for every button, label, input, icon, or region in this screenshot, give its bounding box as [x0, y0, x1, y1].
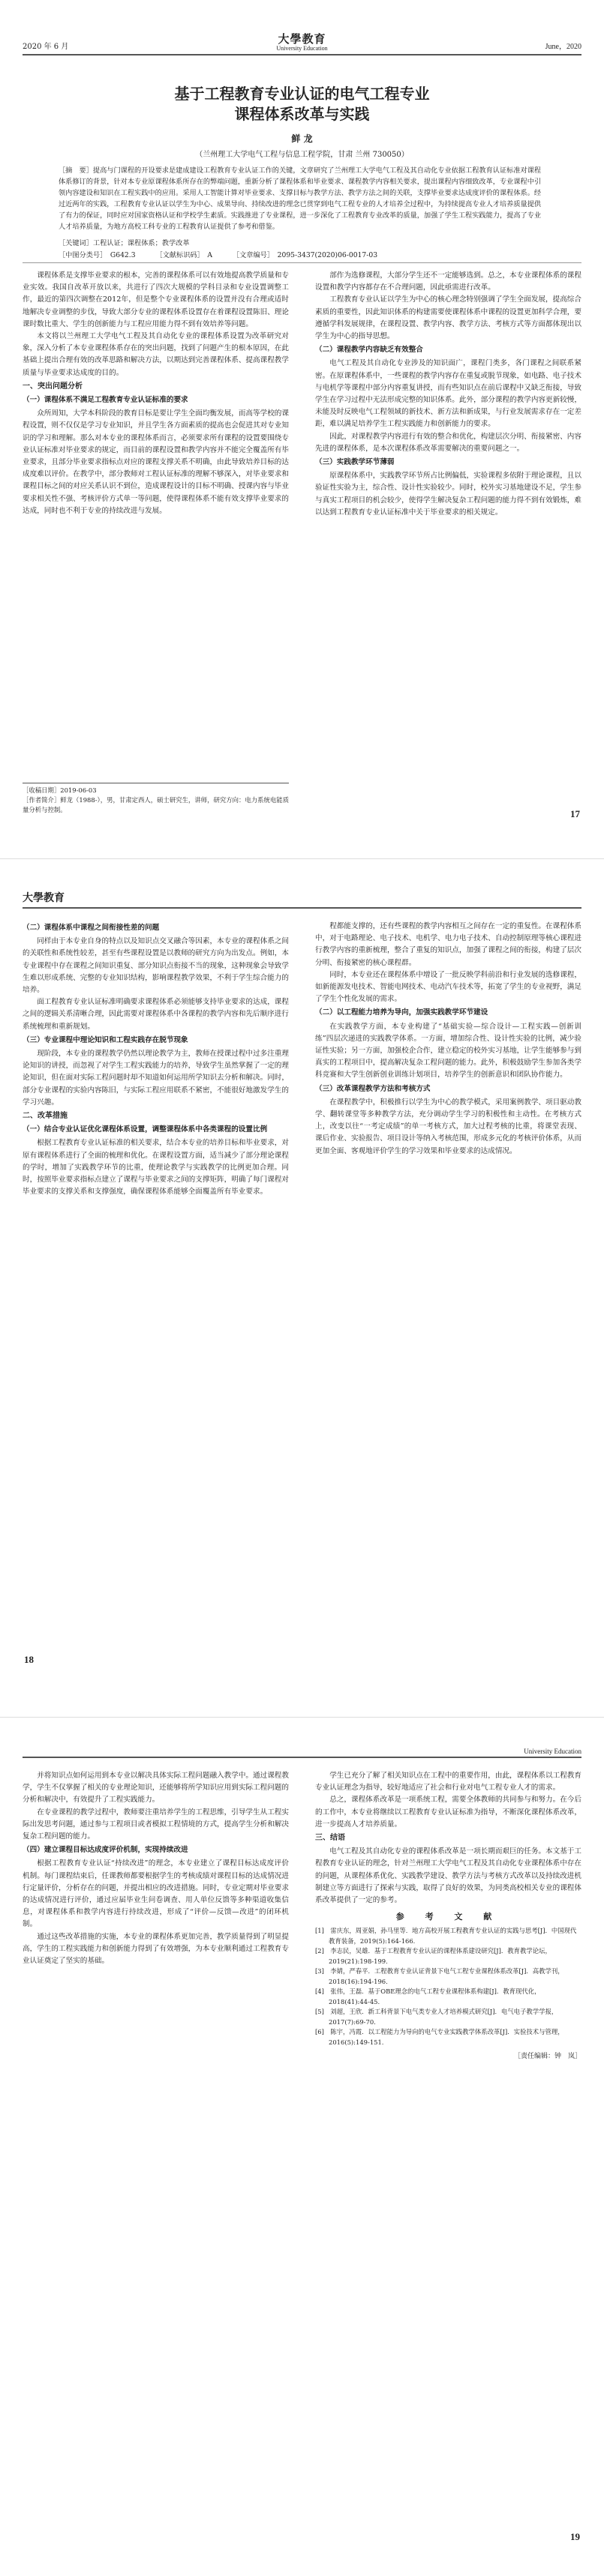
reference-item: [4] 张伟，王磊．基于OBE理念的电气工程专业课程体系构建[J]．教育现代化，2018(41):44-45.: [315, 1987, 541, 2005]
section-heading: （三）实践教学环节薄弱: [315, 458, 395, 467]
paragraph: 部作为选修课程，大部分学生还不一定能够选到。总之，本专业课程体系的课程设置和教学内容都存在不合理问题，因此亟需进行改革。: [315, 271, 581, 292]
body-column-right: [315, 270, 581, 519]
page-number: 19: [570, 2531, 580, 2542]
body-column-right: [315, 1770, 581, 2063]
page-17: [0, 0, 604, 858]
section-heading: （二）课程体系中课程之间衔接性差的问题: [23, 924, 160, 932]
body-column-left: [23, 270, 289, 517]
section-heading: 一、突出问题分析: [23, 382, 83, 391]
paragraph: 程都能支撑的，还有些课程的教学内容相互之间存在一定的重复性。在课程体系中，对于电路理论、电子技术、电机学、电力电子技术、自动控制原理等核心课程进行教学内容的重新梳理，整合了重复的知识点，加强了课程之间的衔接，构建了层次分明、衔接紧密的核心课程群。: [315, 922, 581, 967]
section-heading: （四）建立课程目标达成度评价机制，实现持续改进: [23, 1846, 188, 1855]
classification-meta: ［中图分类号］ G642.3 ［文献标识码］ A ［文章编号］ 2095-3437(2020)06-0017-03: [59, 251, 378, 259]
reference-item: [5] 刘超，王欣．新工科背景下电气类专业人才培养模式研究[J]．电气电子教学学报，2017(7):69-70.: [315, 2008, 558, 2026]
references-heading: 参 考 文 献: [395, 1912, 501, 1922]
body-column-left: [23, 1770, 289, 1967]
affiliation: （兰州理工大学电气工程与信息工程学院，甘肃 兰州 730050）: [195, 151, 409, 159]
paragraph: 并将知识点如何运用到本专业以解决具体实际工程问题融入教学中。通过课程教学，学生不仅掌握了相关的专业理论知识，还能够将所学知识应用到实际工程问题的分析和解决中，有效提升了工程实践能力。: [23, 1772, 289, 1805]
abstract: ［摘 要］提高与门课程的开设要求是建成建设工程教育专业认证工作的关键，文章研究了兰州理工大学电气工程及其自动化专业依据工程教育认证标准对课程体系修订的背景，针对本专业原课程体系所存在的弊端问题，重新分析了课程体系和毕业要求、课程教学内容相关要求，提出课程内容细致改革，专业课程中引领内容建设和知识在工程实践中的应用。采用人工智能计算对毕业要求、支撑目标与教学方法、教学方法之间的关联，支撑毕业要求达成度评价的课程体系。经过近两年的实践，工程教育专业认证以学生为中心、成果导向、持续改进的理念已贯穿到电气工程专业的人才培养全过程中，为持续提高专业人才培养质量提供了有力的保证，同时应对国家资格认证和学校学生素质。实践推进了专业课程，进一步深化了工程教育专业改革的质量，加强了学生工程实践能力，提高了专业人才培养质量，为地方高校工科专业的工程教育认证提供了参考和借鉴。: [59, 166, 542, 231]
running-header: [23, 889, 581, 909]
paragraph: 在实践教学方面，本专业构建了“基础实验—综合设计—工程实践—创新训练”四层次递进的实践教学体系。一方面，增加综合性、设计性实验的比例，减少验证性实验；另一方面，加强校企合作，建立稳定的校外实习基地，让学生能够参与到真实的工程项目中，提高解决复杂工程问题的能力。此外，积极鼓励学生参加各类学科竞赛和大学生创新创业训练计划项目，培养学生的创新意识和团队协作能力。: [315, 1022, 581, 1080]
running-header: [23, 34, 581, 55]
paragraph: 同样由于本专业自身的特点以及知识点交叉融合等因素，本专业的课程体系之间的关联性和系统性较差，甚至有些课程设置是以教师的研究方向为出发点。例如，本专业课程中存在课程之间知识重复、部分知识点衔接不当的现象，这种现象会导致学生难以形成系统、完整的专业知识结构，影响课程教学效果，不利于学生综合能力的培养。: [23, 937, 289, 995]
paragraph: 原课程体系中，实践教学环节所占比例偏低，实验课程多依附于理论课程，且以验证性实验为主，综合性、设计性实验较少。同时，校外实习基地建设不足，学生参与真实工程项目的机会较少，使得学生解决复杂工程问题的能力得不到有效锻炼，难以达到工程教育专业认证标准中关于毕业要求的相关规定。: [315, 472, 581, 517]
section-heading: （三）专业课程中理论知识和工程实践存在脱节现象: [23, 1035, 188, 1044]
reference-list: [315, 1926, 581, 2047]
section-heading: 二、改革措施: [23, 1112, 68, 1121]
body-column-left: [23, 921, 289, 1198]
reference-item: [3] 李婧，严春平．工程教育专业认证背景下电气工程专业课程体系改革[J]．高教学刊，2018(16):194-196.: [315, 1967, 564, 1985]
paragraph: 同时，本专业还在课程体系中增设了一批反映学科前沿和行业发展的选修课程，如新能源发电技术、智能电网技术、电动汽车技术等，拓宽了学生的专业视野，满足了学生个性化发展的需求。: [315, 970, 581, 1004]
paragraph: 根据工程教育专业认证标准的相关要求，结合本专业的培养目标和毕业要求，对原有课程体系进行了全面的梳理和优化。在课程设置方面，适当减少了部分理论课程的学时，增加了实践教学环节的比重，使理论教学与实践教学的比例更加合理。同时，按照毕业要求指标点建立了课程与毕业要求之间的支撑矩阵，明确了每门课程对毕业要求的支撑关系和支撑强度，确保课程体系能够全面覆盖所有毕业要求。: [23, 1139, 289, 1197]
section-heading: 三、结语: [315, 1834, 345, 1843]
paragraph: 总之，课程体系改革是一项系统工程，需要全体教师的共同参与和努力。在今后的工作中，本专业将继续以工程教育专业认证标准为指导，不断深化课程体系改革，进一步提高人才培养质量。: [315, 1796, 581, 1829]
paragraph: 现阶段，本专业的课程教学仍然以理论教学为主，教师在授课过程中过多注重理论知识的讲授，而忽视了对学生工程实践能力的培养，导致学生虽然掌握了一定的理论知识，但在面对实际工程问题时却不知道如何运用所学知识去分析和解决。同时，部分专业课程的实验内容陈旧，与实际工程应用联系不紧密，不能很好地激发学生的学习兴趣。: [23, 1050, 289, 1107]
responsible-editor: ［责任编辑：钟 岚］: [513, 2053, 581, 2061]
page-number: 18: [24, 1654, 34, 1665]
header-date: 2020 年 6 月: [23, 43, 69, 51]
paragraph: 根据工程教育专业认证“持续改进”的理念，本专业建立了课程目标达成度评价机制。每门课程结束后，任课教师都要根据学生的考核成绩对课程目标的达成情况进行定量评价，分析存在的问题，并提出相应的改进措施。同时，专业定期对毕业要求的达成情况进行评价，通过应届毕业生问卷调查、用人单位反馈等多种渠道收集信息，对课程体系和教学内容进行持续改进，形成了“评价—反馈—改进”的闭环机制。: [23, 1859, 289, 1929]
paragraph: 课程体系是支撑毕业要求的根本，完善的课程体系可以有效地提高教学质量和专业实效。我国自改革开放以来，共进行了四次大规模的学科目录和专业设置调整工作，最近的第四次调整在2012年，但是整个专业课程体系的设置并没有合理或适时地解决专业调整的步伐，导致大部分专业的课程体系设置存在着课程设置陈旧、理论课时数比重大、学生的创新能力与工程应用能力得不到有效培养等问题。: [23, 271, 289, 328]
body-column-right: [315, 921, 581, 1158]
paragraph: 因此，对课程教学内容进行有效的整合和优化，构建层次分明、衔接紧密、内容先进的课程体系，是本次课程体系改革需要解决的重要问题之一。: [315, 432, 581, 453]
running-header: [23, 1745, 581, 1758]
author: 鲜 龙: [291, 133, 313, 144]
page-number: 17: [570, 808, 580, 819]
journal-name-en: University Education: [524, 1748, 581, 1755]
paragraph: 本文将以兰州理工大学电气工程及其自动化专业的课程体系设置为改革研究对象，深入分析了本专业课程体系存在的突出问题，找到了问题产生的根本原因，在此基础上提出合理有效的改革思路和解决方法，以期达到完善课程体系、提高课程教学质量与毕业要求达成度的目的。: [23, 332, 289, 377]
reference-item: [6] 陈宇，冯霞．以工程能力为导向的电气专业实践教学体系改革[J]．实验技术与管理，2016(5):149-151.: [315, 2028, 564, 2046]
paragraph: 在专业课程的教学过程中，教师要注重培养学生的工程思维，引导学生从工程实际出发思考问题，通过参与工程项目或者模拟工程情境的方式，提高学生分析和解决复杂工程问题的能力。: [23, 1808, 289, 1841]
paragraph: 众所周知，大学本科阶段的教育目标是要让学生全面均衡发展，而高等学校的课程设置，则不仅仅是学习专业知识，并且学生各方面素质的提高也会促进其对专业知识的学习和理解。那么对本专业的课程体系而言，必须要求所有课程的设置要围绕专业认证标准对毕业要求的规定，而目前的课程设置和教学内容并不能完全覆盖所有毕业要求，且部分毕业要求指标点对应的课程支撑关系不明确，由此导致培养目标的达成度难以评价。在教学中，部分教师对工程认证标准的理解不够深入，对毕业要求和课程目标之间的对应关系认识不到位，造成课程设计的目标不明确、授课内容与毕业要求相关性不强、考核评价方式单一等问题，使得课程体系不能有效支撑毕业要求的达成，同时也不利于专业的持续改进与发展。: [23, 409, 289, 515]
paragraph: 学生已充分了解了相关知识点在工程中的重要作用，由此，课程体系以工程教育专业认证理念为指导，较好地适应了社会和行业对电气工程专业人才的需求。: [315, 1772, 581, 1793]
paragraph: 电气工程及其自动化专业的课程体系改革是一项长期而艰巨的任务。本文基于工程教育专业认证的理念，针对兰州理工大学电气工程及其自动化专业课程体系中存在的问题，从课程体系优化、实践教学建设、教学方法与考核方式改革以及持续改进机制建立等方面进行了探索与实践，取得了良好的效果，为同类高校相关专业的课程体系改革提供了一定的参考。: [315, 1847, 581, 1905]
keywords: ［关键词］工程认证；课程体系；教学改革: [59, 239, 190, 247]
section-heading: （三）改革课程教学方法和考核方式: [315, 1084, 431, 1093]
paragraph: 电气工程及其自动化专业涉及的知识面广，课程门类多，各门课程之间联系紧密。在原课程体系中，一些课程的教学内容存在重复或脱节现象，如电路、电子技术与电机学等课程中部分内容重复讲授，而有些知识点在前后课程中又缺乏衔接，导致学生在学习过程中无法形成完整的知识体系。此外，部分课程的教学内容更新较慢，未能及时反映电气工程领域的新技术、新方法和新成果，与行业发展需求存在一定差距，难以满足培养学生工程实践能力和创新能力的要求。: [315, 359, 581, 429]
reference-item: [2] 李志民，吴雄．基于工程教育专业认证的课程体系建设研究[J]．教育教学论坛，2019(21):198-199.: [315, 1947, 551, 1965]
reference-item: [1] 雷庆东，周亚娟，孙马里等．地方高校开展工程教育专业认证的实践与思考[J]．中国现代教育装备，2019(5):164-166.: [315, 1927, 577, 1945]
divider: [23, 262, 581, 263]
paragraph: 通过这些改革措施的实施，本专业的课程体系更加完善，教学质量得到了明显提高，学生的工程实践能力和创新能力得到了有效增强，为本专业顺利通过工程教育专业认证奠定了坚实的基础。: [23, 1932, 289, 1966]
section-heading: （一）课程体系不满足工程教育专业认证标准的要求: [23, 396, 188, 405]
journal-logo: 大學教育: [23, 892, 65, 904]
page-19: [0, 1717, 604, 2576]
article-title: 基于工程教育专业认证的电气工程专业 课程体系改革与实践: [174, 85, 430, 123]
journal-logo: 大學教育 University Education: [276, 32, 328, 52]
section-heading: （二）以工程能力培养为导向，加强实践教学环节建设: [315, 1008, 488, 1017]
section-heading: （一）结合专业认证优化课程体系设置，调整课程体系中各类课程的设置比例: [23, 1125, 268, 1134]
section-heading: （二）课程教学内容缺乏有效整合: [315, 346, 423, 355]
paragraph: 在课程教学中，积极推行以学生为中心的教学模式，采用案例教学、项目驱动教学、翻转课堂等多种教学方法，充分调动学生学习的积极性和主动性。在考核方式上，改变以往“一考定成绩”的单一考核方式，加大过程考核的比重，将课堂表现、课后作业、实验报告、项目设计等纳入考核范围，形成多元化的考核评价体系，从而更加全面、客观地评价学生的学习效果和毕业要求的达成情况。: [315, 1098, 581, 1155]
paragraph: 工程教育专业认证以学生为中心的核心理念特别强调了学生全面发展，提高综合素质的重要性，因此知识体系的构建需要使课程体系中课程的设置更加科学合理，要遵循学科发展规律，在课程设置、教学内容、教学方法、考核方式等方面都体现出以学生为中心的指导思想。: [315, 295, 581, 341]
header-date-en: June，2020: [545, 43, 581, 51]
paragraph: 面工程教育专业认证标准明确要求课程体系必须能够支持毕业要求的达成，课程之间的逻辑关系清晰合理，因此需要对课程体系中各课程的教学内容和先后顺序进行系统梳理和重新规划。: [23, 998, 289, 1031]
page-18: [0, 858, 604, 1718]
footnote: ［收稿日期］2019-06-03 ［作者简介］鲜龙（1988-），男，甘肃定西人，硕士研究生，讲师，研究方向：电力系统电能质量分析与控制。: [23, 783, 289, 815]
